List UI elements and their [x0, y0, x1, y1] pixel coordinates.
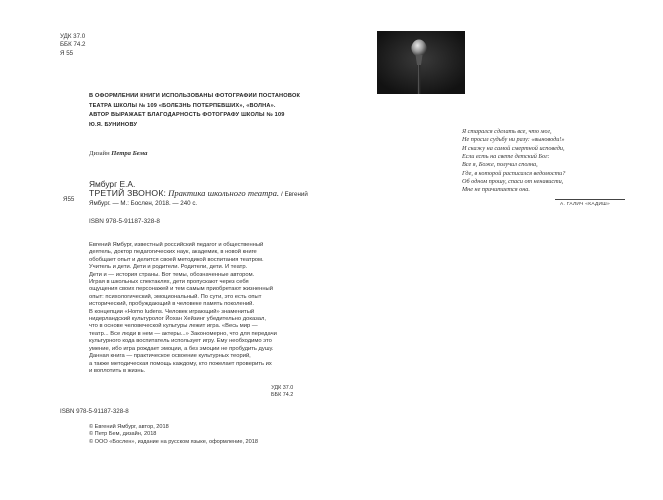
book-author: Ямбург Е.А.	[89, 179, 136, 189]
annotation-line: и воплотить в жизнь.	[89, 367, 146, 374]
book-subtitle: Практика школьного театра.	[168, 188, 280, 198]
annotation-line: деятель, доктор педагогических наук, академик, в новой книге	[89, 249, 257, 256]
poem-line: Мне не причитается она.	[462, 186, 530, 194]
annotation-line: Данная книга — практическое освоение культурных теорий,	[89, 353, 251, 360]
annotation-line: Дети и — история страны. Вот темы, обозначенные автором.	[89, 271, 255, 278]
annotation-line: В концепции «Homo ludens. Человек играющий» знаменитый	[89, 308, 255, 315]
poem-line: Не просил судьбу ни разу: «выноводи!»	[462, 136, 565, 144]
title-tail: / Евгений	[281, 191, 308, 198]
annotation-line: обобщает опыт и делится своей методикой воспитания театром.	[89, 256, 264, 263]
poem-attribution: А. ГАЛИЧ «КАДИШ»	[560, 202, 610, 207]
annotation-line: Учитель и дети. Дети и родители. Родители, дети. И театр.	[89, 264, 248, 271]
microphone-icon	[377, 31, 465, 94]
author-index: Я 55	[60, 49, 74, 57]
book-title: ТРЕТИЙ ЗВОНОК:	[89, 188, 167, 198]
poem-line: И скажу на самой смертной исповеди,	[462, 144, 565, 152]
udk-code-bottom: УДК 37.0	[271, 385, 294, 391]
annotation-line: исторический, пробуждающий в человеке память поколений.	[89, 301, 255, 308]
copyright-line: © ООО «Бослен», издание на русском языке, оформление, 2018	[89, 438, 259, 445]
title-line	[89, 189, 321, 199]
credit-line: Ю.Я. БУНИНОВУ	[89, 121, 138, 128]
copyright-line: © Петр Бем, дизайн, 2018	[89, 431, 157, 438]
isbn-bottom: ISBN 978-5-91187-328-8	[60, 408, 129, 415]
microphone-photo	[377, 31, 465, 94]
annotation-line: Играя в школьных спектаклях, дети пропускают через себя	[89, 279, 249, 286]
annotation-line: нидерландский культуролог Йохан Хейзинг убедительно доказал,	[89, 316, 267, 323]
isbn-top: ISBN 978-5-91187-328-8	[89, 218, 160, 225]
credit-line: ТЕАТРА ШКОЛЫ № 109 «БОЛЕЗНЬ ПОТЕРПЕВШИХ», «ВОЛНА».	[89, 102, 276, 109]
annotation-line: театр... Все люди в нем — актеры...» Закономерно, что для передачи	[89, 330, 277, 337]
poem-divider	[555, 199, 625, 200]
annotation-line: культурного кода воспитатель использует игру. Ему необходимо это	[89, 338, 272, 345]
poem-line: Я старался сделать все, что мог,	[462, 128, 552, 135]
annotation-line: что в основе человеческой культуры лежит игра. «Весь мир —	[89, 323, 258, 330]
credit-line: В ОФОРМЛЕНИИ КНИГИ ИСПОЛЬЗОВАНЫ ФОТОГРАФИИ ПОСТАНОВОК	[89, 93, 301, 99]
copyright-line: © Евгений Ямбург, автор, 2018	[89, 424, 169, 430]
copyright-block	[89, 424, 258, 446]
design-credit	[89, 150, 147, 157]
udk-code: УДК 37.0	[60, 33, 86, 40]
bbk-code: ББК 74.2	[60, 41, 86, 49]
annotation-line: опыт: психологический, эмоциональный. По сути, это есть опыт	[89, 293, 262, 300]
annotation	[89, 242, 297, 375]
classification-codes	[60, 33, 86, 58]
poem-line: Где, в которой расписался ведомости?	[462, 169, 566, 177]
annotation-line: а также методическая помощь каждому, кто пожелает проверить их	[89, 360, 272, 367]
annotation-line: ощущения своих персонажей и тем самым приобретают жизненный	[89, 286, 273, 293]
bibliographic-record	[89, 180, 321, 208]
annotation-line: умение, ибо игра рождает эмоции, а без эмоции не пробудить душу.	[89, 345, 274, 352]
photo-credits	[89, 92, 329, 130]
bbk-code-bottom: ББК 74.2	[271, 392, 294, 398]
poem-line: Все я, Боже, получил сполна,	[462, 161, 538, 169]
bottom-codes	[271, 385, 293, 399]
designer-name: Петра Бема	[111, 150, 148, 157]
design-prefix: Дизайн	[89, 150, 110, 157]
poem-line: Если есть на свете детский Бог:	[462, 153, 550, 161]
annotation-line: Евгений Ямбург, известный российский педагог и общественный	[89, 242, 264, 248]
poem-line: Об одном прошу, спаси от ненависти,	[462, 178, 564, 186]
epigraph-poem	[462, 128, 622, 195]
imprint-line: Ямбург. — М.: Бослен, 2018. — 240 с.	[89, 200, 198, 207]
margin-index: Я55	[63, 196, 75, 203]
credit-line: АВТОР ВЫРАЖАЕТ БЛАГОДАРНОСТЬ ФОТОГРАФУ ШКОЛЫ № 109	[89, 112, 285, 119]
